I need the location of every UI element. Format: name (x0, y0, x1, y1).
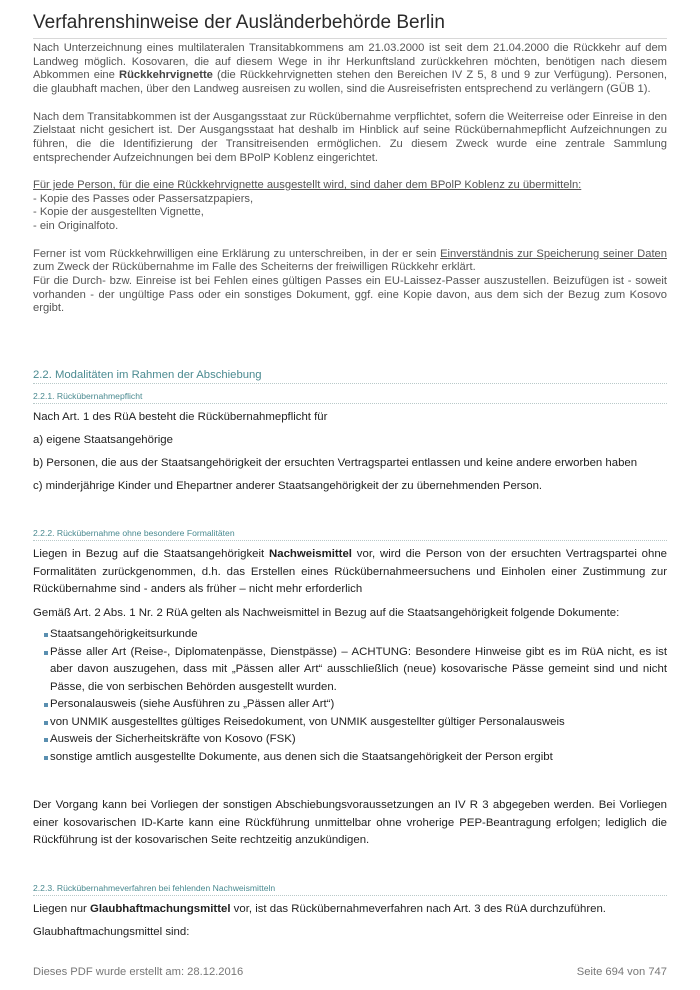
underlined-instruction: Für jede Person, für die eine Rückkehrvignette ausgestellt wird, sind daher dem BPolP Koblenz zu übermitteln: (33, 179, 582, 191)
bullet-icon (44, 703, 48, 707)
list-line: - ein Originalfoto. (33, 220, 119, 233)
list-item (33, 696, 667, 714)
glaubhaft-paragraph (33, 901, 667, 919)
list-item-text: Personalausweis (siehe Ausführen zu „Pässen aller Art“) (50, 698, 335, 710)
bullet-icon (44, 721, 48, 725)
intro-paragraph-1 (33, 42, 667, 97)
list-item (33, 644, 667, 697)
subsection-2-2-2-body (33, 546, 667, 766)
list-item-text: Staatsangehörigkeitsurkunde (50, 628, 198, 640)
text-run: Liegen nur (33, 903, 90, 915)
bold-term: Rückkehrvignette (119, 69, 213, 82)
intro-text (33, 42, 667, 330)
documents-list (33, 626, 667, 766)
subsection-heading-2-2-2: 2.2.2. Rückübernahme ohne besondere Formalitäten (33, 528, 667, 541)
pdf-created-date: Dieses PDF wurde erstellt am: 28.12.2016 (33, 966, 244, 978)
list-item (33, 749, 667, 767)
subsection-2-2-3-body (33, 901, 667, 942)
subsection-2-2-1-body (33, 409, 667, 496)
text-line: b) Personen, die aus der Staatsangehörigkeit der ersuchten Vertragspartei entlassen und keine andere erworben haben (33, 457, 638, 469)
list-line: - Kopie der ausgestellten Vignette, (33, 206, 204, 219)
list-line: - Kopie des Passes oder Passersatzpapiers, (33, 192, 254, 205)
text-line: a) eigene Staatsangehörige (33, 434, 173, 446)
text-run: Nach Unterzeichnung eines multilateralen Transitabkommens am 21.03.2000 ist seit dem 21.04.2000 die Rückkehr auf dem Landweg möglich. Kosovaren, die auf diesem Wege in ihr Herkunftsland zurückkehren möchten, benötigen nach diesem Abkommen eine (33, 42, 667, 82)
subsection-heading-2-2-1: 2.2.1. Rückübernahmepflicht (33, 391, 667, 404)
intro-paragraph-2: Nach dem Transitabkommen ist der Ausgangsstaat zur Rückübernahme verpflichtet, sofern die Weiterreise oder Einreise in den Zielstaat nicht gesichert ist. Der Ausgangsstaat hat deshalb im Hinblick auf seine Rückübernahmepflicht Aufzeichnungen zu führen, die die Identifizierung der Transitreisenden ermöglichen. Zu diesem Zweck wurde eine zentrale Sammlung entsprechender Aufzeichnungen bei dem BPolP Koblenz eingerichtet. (33, 110, 667, 164)
list-item (33, 626, 667, 644)
bold-term: Glaubhaftmachungsmittel (90, 903, 231, 915)
text-line: c) minderjährige Kinder und Ehepartner anderer Staatsangehörigkeit der zu übernehmenden Person. (33, 480, 543, 492)
text-run: vor, ist das Rückübernahmeverfahren nach Art. 3 des RüA durchzuführen. (230, 903, 606, 915)
list-item-text: Ausweis der Sicherheitskräfte von Kosovo (FSK) (50, 733, 296, 745)
documents-intro: Gemäß Art. 2 Abs. 1 Nr. 2 RüA gelten als Nachweismittel in Bezug auf die Staatsangehörigkeit folgende Dokumente: (33, 606, 620, 619)
page-number: Seite 694 von 747 (576, 966, 667, 978)
list-item (33, 714, 667, 732)
bullet-icon (44, 651, 48, 655)
list-item-text: von UNMIK ausgestelltes gültiges Reisedokument, von UNMIK ausgestellter gültiger Personalausweis (50, 715, 565, 728)
text-run: Liegen in Bezug auf die Staatsangehörigkeit (33, 548, 270, 560)
underlined-term: Einverständnis zur Speicherung seiner Daten (440, 247, 667, 260)
glaubhaft-list-intro: Glaubhaftmachungsmittel sind: (33, 926, 190, 938)
text-run: Ferner ist vom Rückkehrwilligen eine Erklärung zu unterschreiben, in der er sein (33, 247, 441, 260)
subsection-heading-2-2-3: 2.2.3. Rückübernahmeverfahren bei fehlenden Nachweismitteln (33, 883, 667, 896)
bullet-icon (44, 756, 48, 760)
intro-paragraph-5: Für die Durch- bzw. Einreise ist bei Fehlen eines gültigen Passes ein EU-Laissez-Passer auszustellen. Beizufügen ist - soweit vorhanden - der ungültige Pass oder ein sonstiges Dokument, ggf. eine Kopie davon, aus dem sich der Bezug zum Kosovo ergibt. (33, 274, 667, 315)
nachweismittel-paragraph (33, 546, 667, 599)
page-title: Verfahrenshinweise der Ausländerbehörde Berlin (33, 12, 667, 39)
list-item-text: sonstige amtlich ausgestellte Dokumente, aus denen sich die Staatsangehörigkeit der Person ergibt (50, 750, 553, 763)
text-run: vor, wird die Person von der ersuchten Vertragspartei ohne Formalitäten zurückgenommen, d.h. das Erstellen eines Rückübernahmeersuchens und Einholen einer Zustimmung zur Rückübernahme sind - anders als früher – nicht mehr erforderlich (33, 548, 668, 595)
section-heading-2-2: 2.2. Modalitäten im Rahmen der Abschiebung (33, 369, 667, 384)
bullet-icon (44, 738, 48, 742)
bold-term: Nachweismittel (269, 548, 352, 560)
text-run: zum Zweck der Rückübernahme im Falle des Scheiterns der freiwilligen Rückkehr erklärt. (33, 261, 476, 274)
list-item (33, 731, 667, 749)
text-line: Nach Art. 1 des RüA besteht die Rückübernahmepflicht für (33, 411, 328, 423)
intro-paragraph-4 (33, 248, 667, 275)
bullet-icon (44, 633, 48, 637)
text-run: (die Rückkehrvignetten stehen den Bereichen IV Z 5, 8 und 9 zur Verfügung). Personen, die glaubhaft machen, über den Landweg ausreisen zu wollen, sind die Ausreisefristen entsprechend zu verlängern (GÜB 1). (33, 69, 667, 96)
abgabe-paragraph: Der Vorgang kann bei Vorliegen der sonstigen Abschiebungsvoraussetzungen an IV R 3 abgegeben werden. Bei Vorliegen einer kosovarischen ID-Karte kann eine Rückführung unmittelbar ohne vroherige PEP-Beantragung erfolgen; lediglich die Rückführung ist der kosovarischen Seite rechtzeitig anzukündigen. (33, 799, 667, 846)
page-footer (33, 966, 667, 978)
list-item-text: Pässe aller Art (Reise-, Diplomatenpässe, Dienstpässe) – ACHTUNG: Besondere Hinweise gibt es im RüA nicht, es ist aber davon auszugehen, dass mit „Pässen aller Art“ ausschließlich (neue) kosovarische Pässe gemeint sind und nicht Pässe, die von serbischen Behörden ausgestellt wurden. (50, 645, 667, 693)
intro-paragraph-3 (33, 179, 667, 234)
